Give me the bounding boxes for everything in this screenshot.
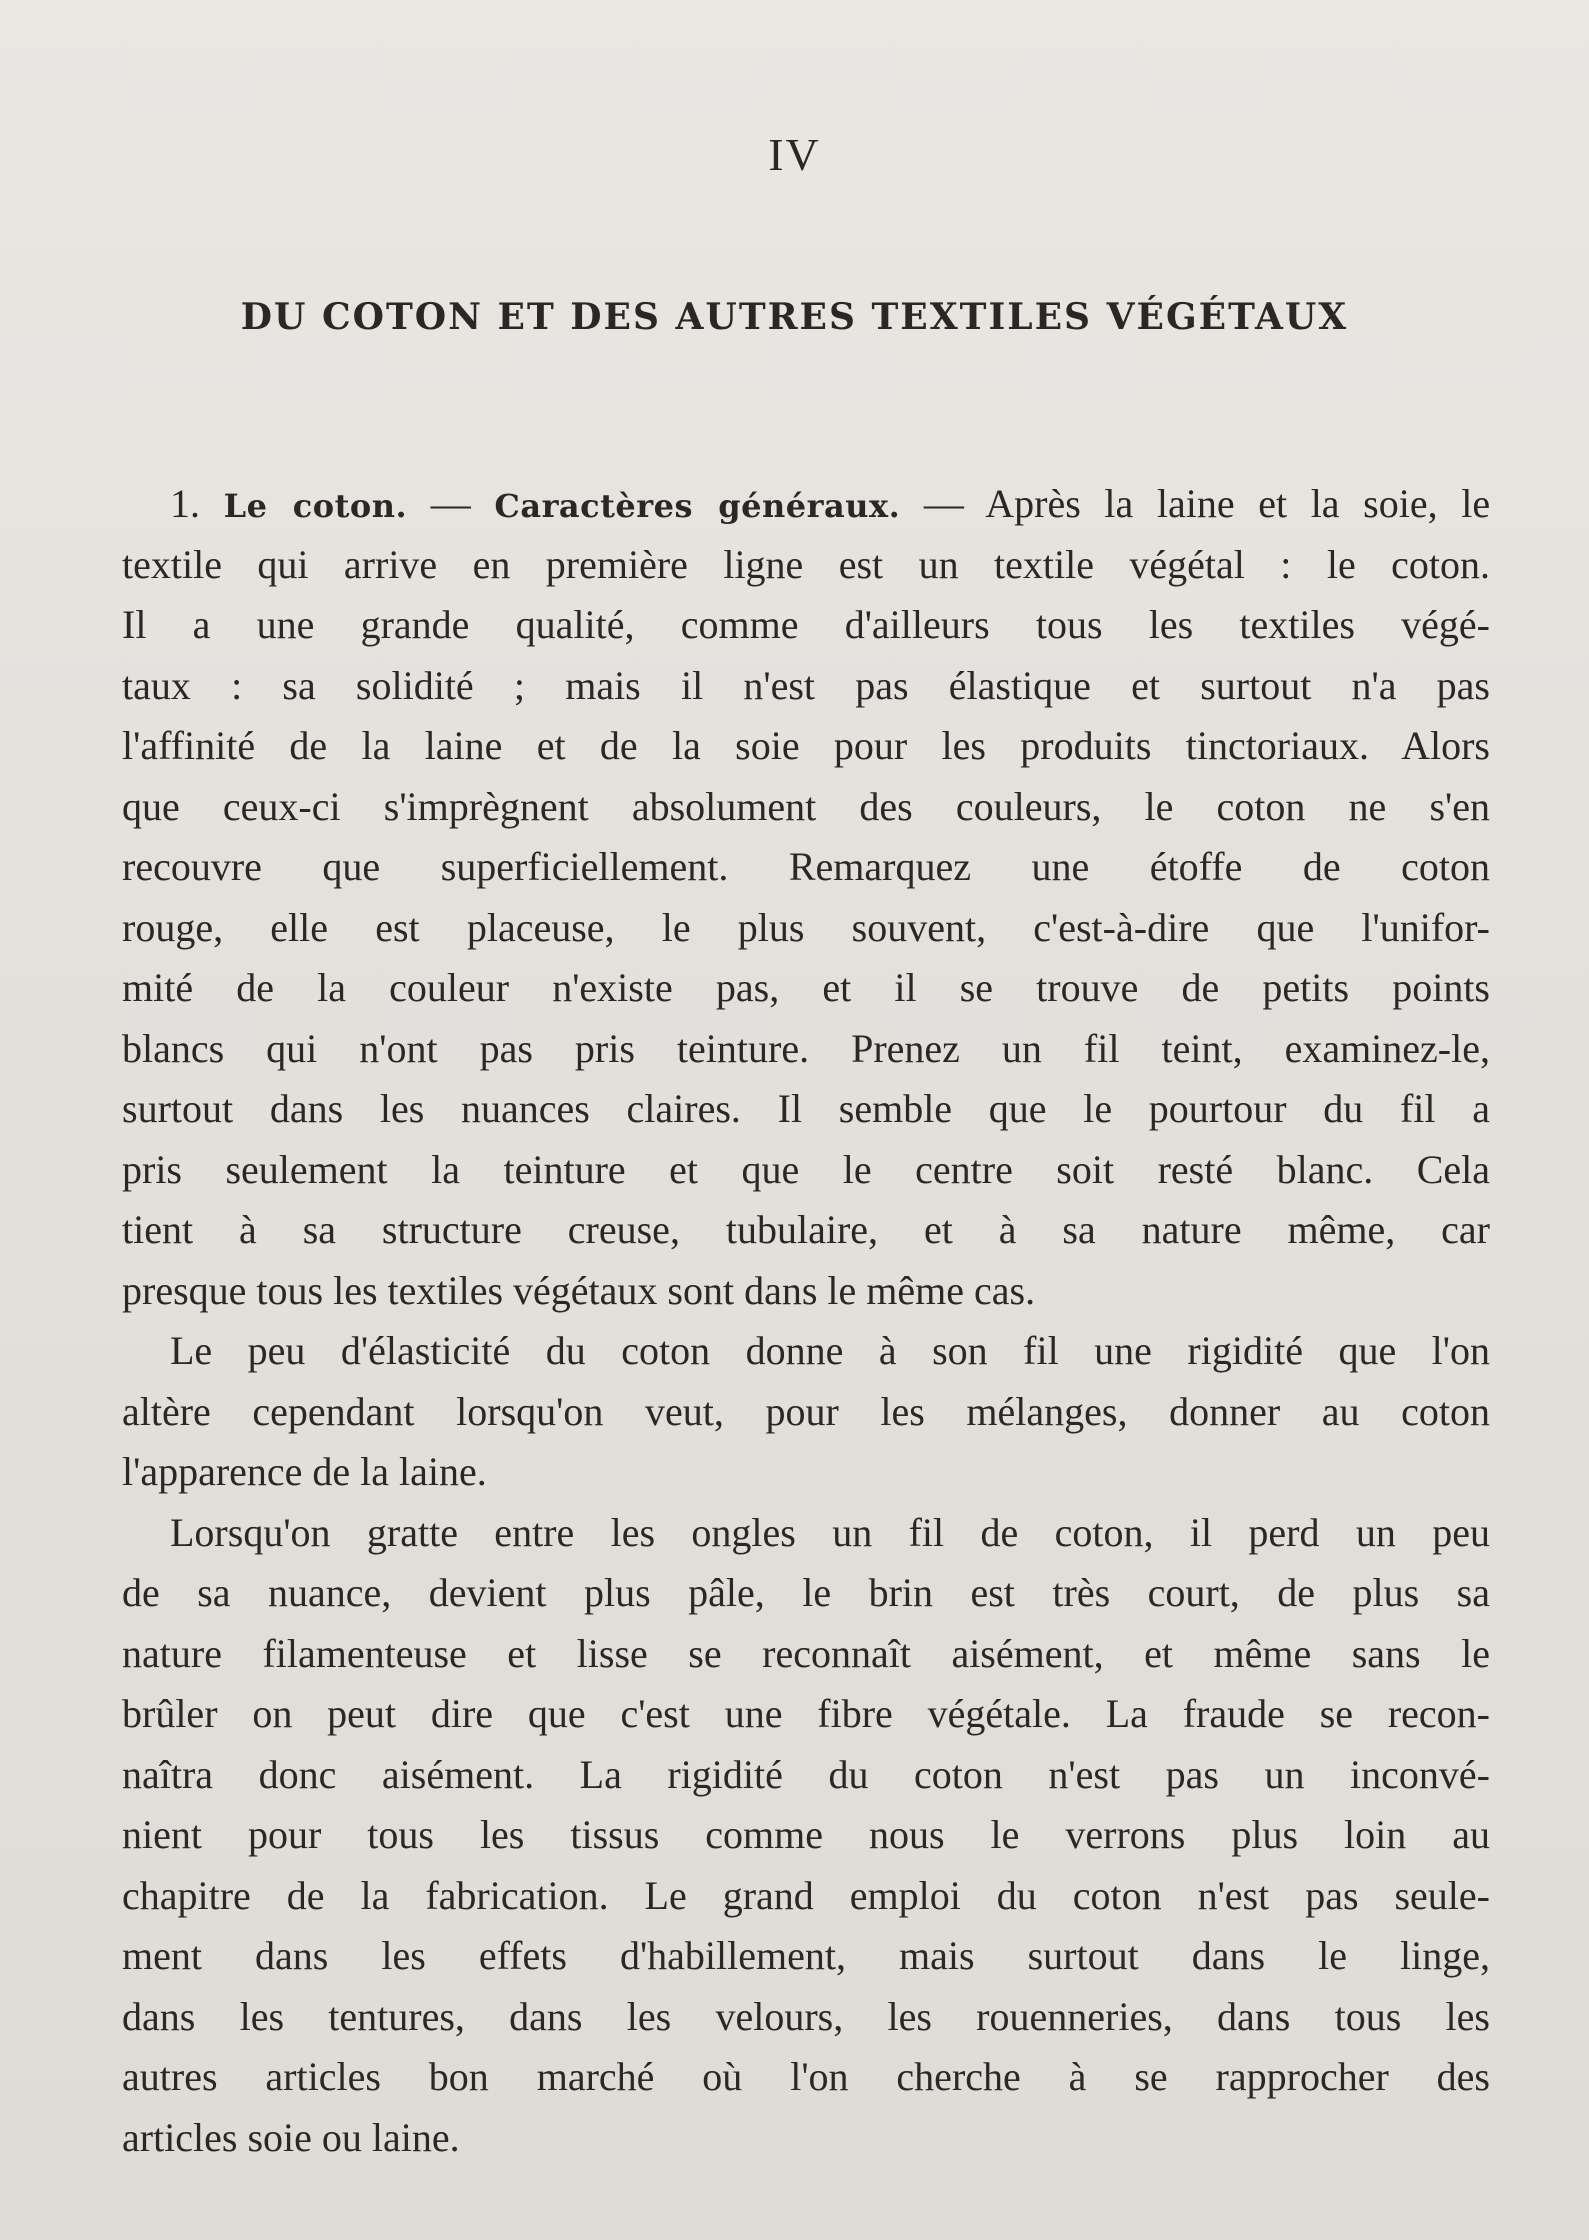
chapter-number: IV: [768, 129, 821, 180]
text-line: nature filamenteuse et lisse se reconnaît aisément, et même sans le: [122, 1630, 1490, 1676]
text-line: pris seulement la teinture et que le centre soit resté blanc. Cela: [122, 1146, 1490, 1192]
text-line: l'affinité de la laine et de la soie pour les produits tinctoriaux. Alors: [122, 723, 1490, 768]
text-line: naîtra donc aisément. La rigidité du coton n'est pas un inconvé-: [122, 1751, 1490, 1797]
text-line: nient pour tous les tissus comme nous le verrons plus loin au: [122, 1812, 1490, 1857]
text-line: tient à sa structure creuse, tubulaire, et à sa nature même, car: [122, 1207, 1490, 1252]
body-text: [122, 474, 1490, 2168]
text-line: Lorsqu'on gratte entre les ongles un fil de coton, il perd un peu: [170, 1509, 1490, 1555]
text-line: rouge, elle est placeuse, le plus souvent, c'est-à-dire que l'unifor-: [122, 904, 1490, 950]
text-line: mité de la couleur n'existe pas, et il se trouve de petits points: [122, 965, 1490, 1010]
chapter-title: DU COTON ET DES AUTRES TEXTILES VÉGÉTAUX: [240, 296, 1349, 338]
text-line: taux : sa solidité ; mais il n'est pas élastique et surtout n'a pas: [122, 662, 1490, 708]
text-line: recouvre que superficiellement. Remarquez une étoffe de coton: [122, 844, 1490, 889]
text-line: ment dans les effets d'habillement, mais surtout dans le linge,: [122, 1933, 1490, 1978]
text-line: surtout dans les nuances claires. Il semble que le pourtour du fil a: [122, 1086, 1490, 1131]
text-line: presque tous les textiles végétaux sont dans le même cas.: [122, 1267, 1036, 1313]
text-line: blancs qui n'ont pas pris teinture. Prenez un fil teint, examinez-le,: [122, 1025, 1490, 1071]
text-line: Il a une grande qualité, comme d'ailleurs tous les textiles végé-: [122, 602, 1490, 647]
text-line: Le peu d'élasticité du coton donne à son fil une rigidité que l'on: [170, 1328, 1490, 1373]
text-line: altère cependant lorsqu'on veut, pour les mélanges, donner au coton: [122, 1388, 1490, 1434]
text-line: chapitre de la fabrication. Le grand emploi du coton n'est pas seule-: [122, 1872, 1490, 1918]
text-line: brûler on peut dire que c'est une fibre végétale. La fraude se recon-: [122, 1691, 1490, 1736]
text-line: textile qui arrive en première ligne est un textile végétal : le coton.: [122, 541, 1490, 587]
line-text: Après la laine et la soie, le: [985, 481, 1490, 526]
section-subheading: Caractères généraux.: [494, 487, 901, 525]
section-dash: —: [430, 481, 471, 526]
section-number: 1.: [170, 481, 200, 526]
text-line: que ceux-ci s'imprègnent absolument des couleurs, le coton ne s'en: [122, 783, 1490, 829]
section-dash: —: [923, 481, 964, 526]
section-heading: Le coton.: [223, 487, 408, 525]
text-line: l'apparence de la laine.: [122, 1449, 487, 1494]
text-line: autres articles bon marché où l'on cherche à se rapprocher des: [122, 2054, 1490, 2099]
text-line: dans les tentures, dans les velours, les rouenneries, dans tous les: [122, 1993, 1490, 2039]
text-line: articles soie ou laine.: [122, 2114, 460, 2160]
text-line: [122, 474, 1490, 535]
text-line: de sa nuance, devient plus pâle, le brin est très court, de plus sa: [122, 1570, 1490, 1615]
